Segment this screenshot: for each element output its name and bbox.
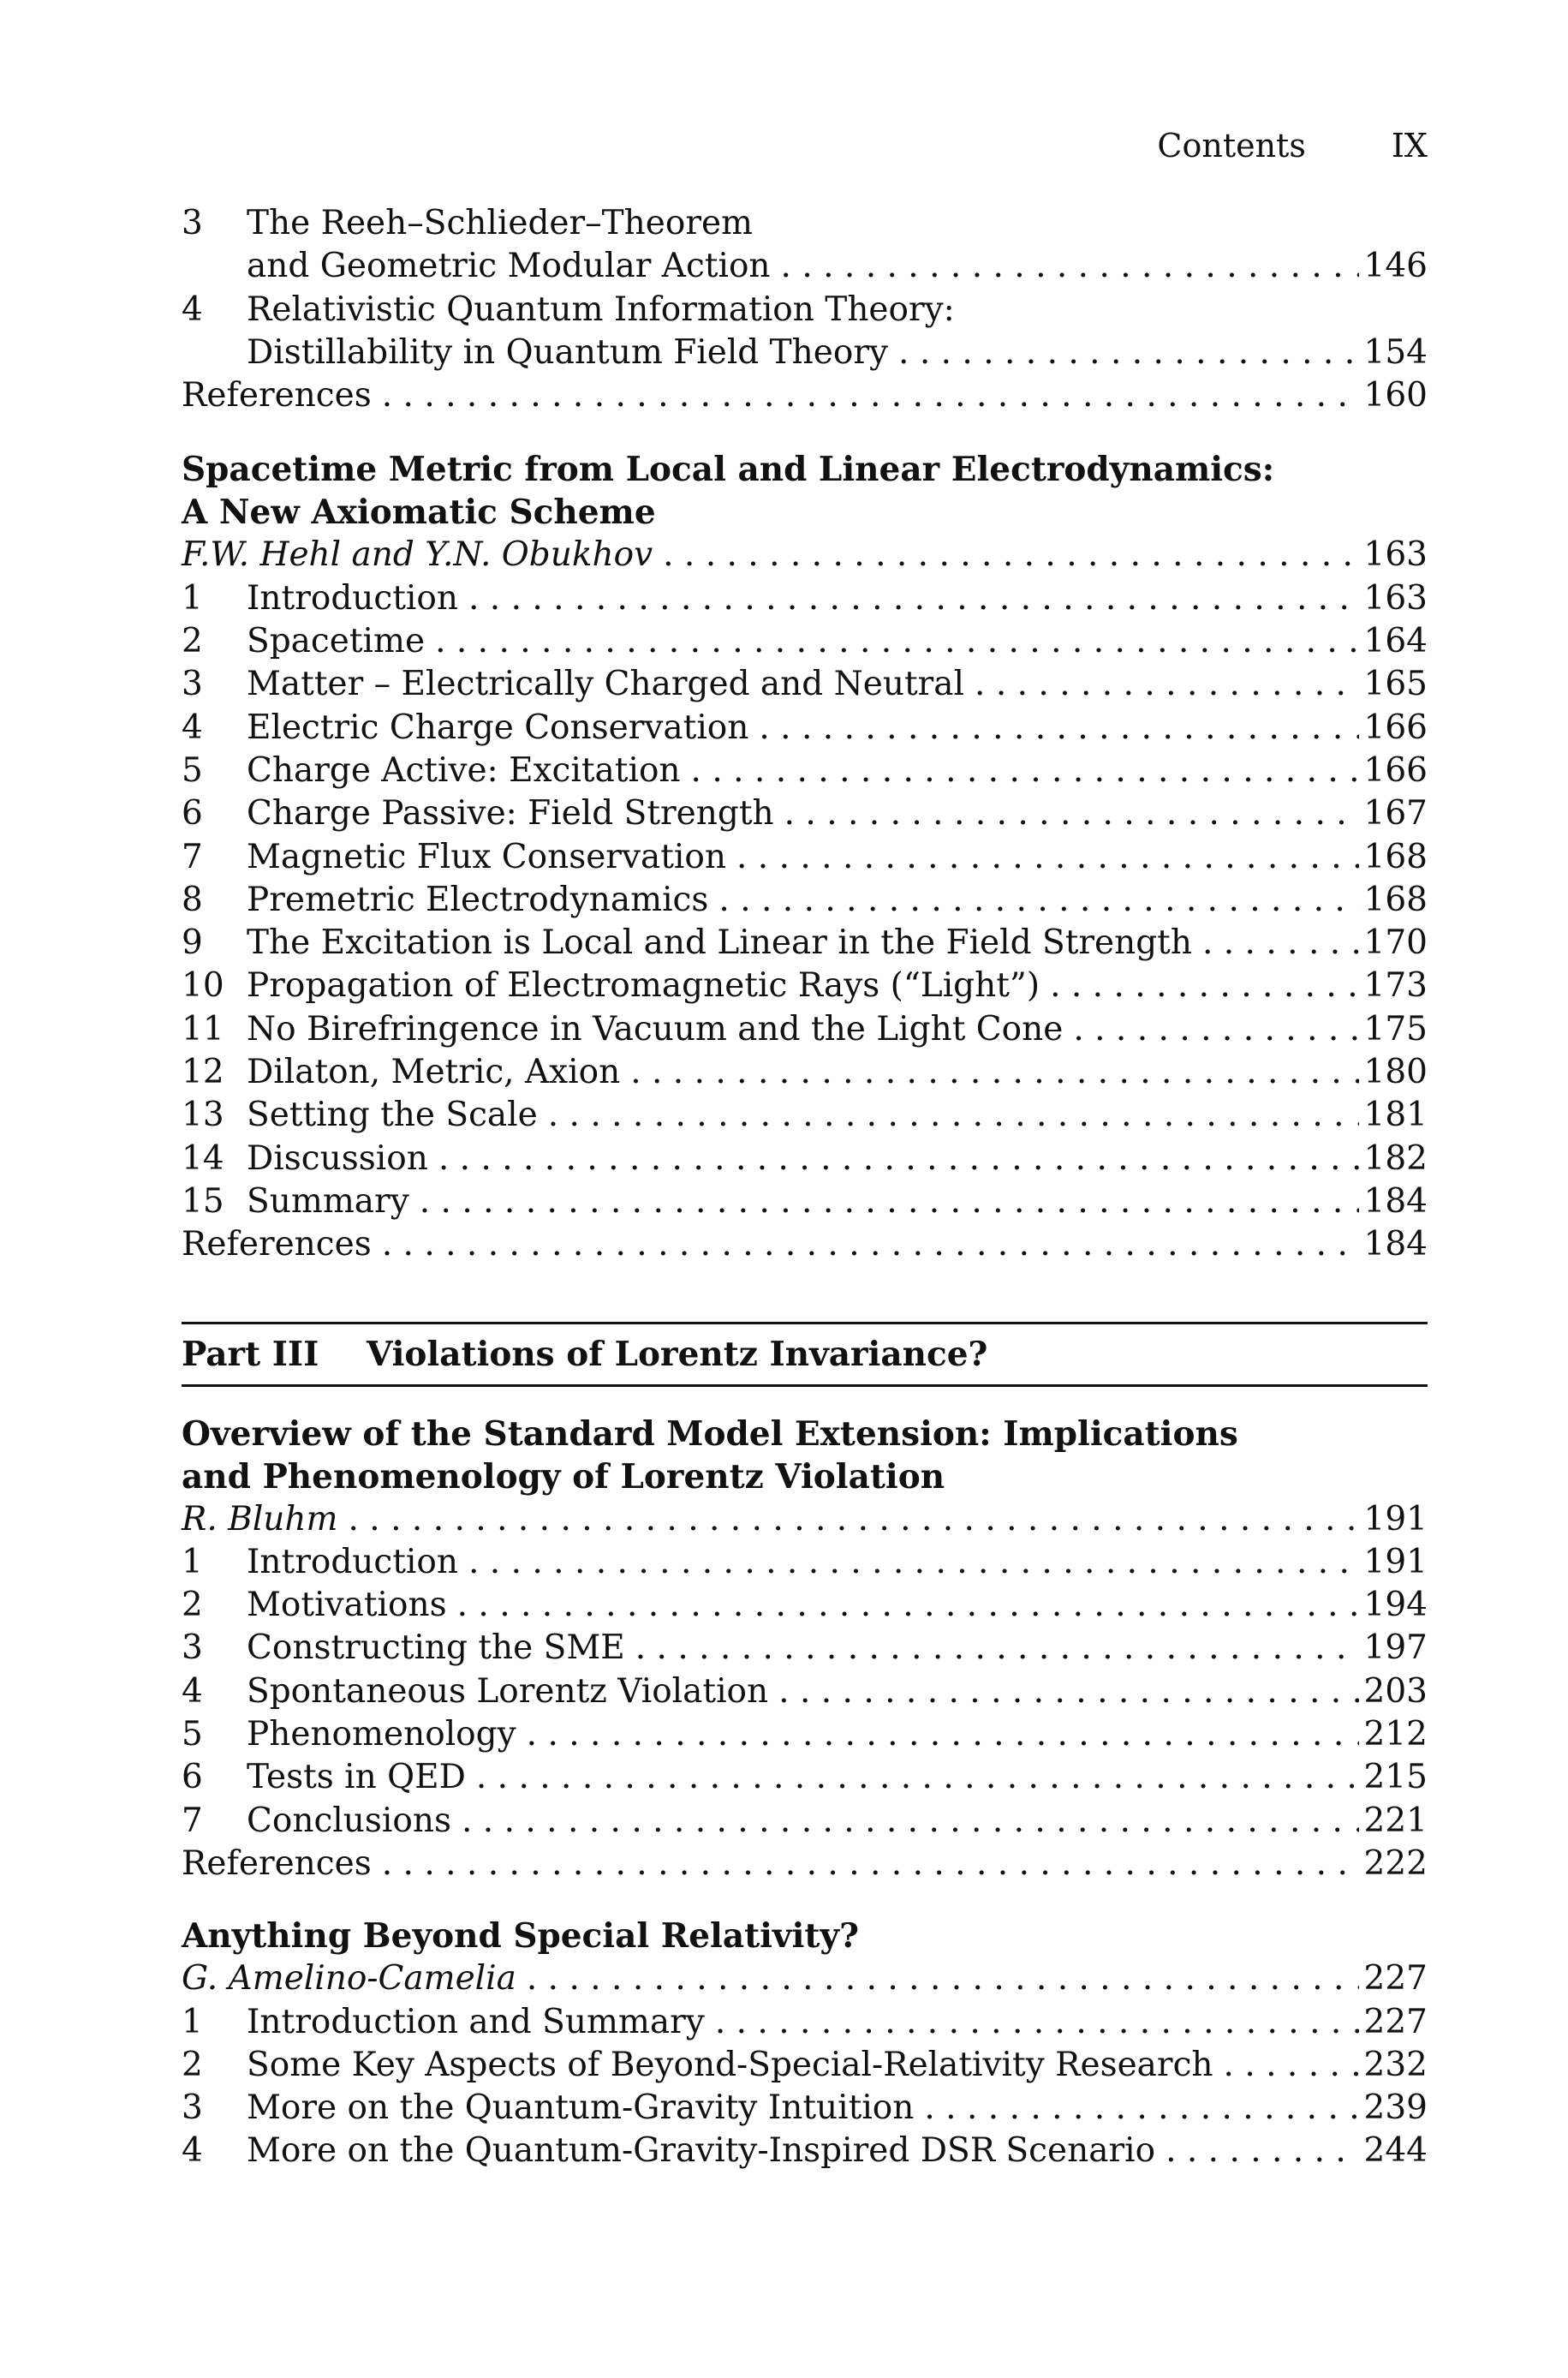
toc-entry[interactable] xyxy=(182,1541,1428,1584)
toc-entry[interactable] xyxy=(182,1713,1428,1756)
page-number: 215 xyxy=(1363,1758,1428,1797)
page-number: 191 xyxy=(1363,1542,1428,1581)
dot-leader xyxy=(1224,2044,1359,2087)
section-title: and Geometric Modular Action xyxy=(247,247,771,286)
part-title-row[interactable] xyxy=(182,1324,1428,1384)
toc-entry[interactable] xyxy=(182,245,1428,288)
page-number: 165 xyxy=(1363,665,1428,704)
section-number: 3 xyxy=(182,204,203,242)
page-number: 221 xyxy=(1363,1801,1428,1840)
page-number: 170 xyxy=(1363,923,1428,963)
dot-leader xyxy=(663,534,1358,577)
toc-entry[interactable] xyxy=(182,2001,1428,2044)
section-title: Propagation of Electromagnetic Rays (“Light”) xyxy=(247,966,1040,1006)
section-title: Constructing the SME xyxy=(247,1628,625,1668)
section-number: 3 xyxy=(182,2088,203,2128)
dot-leader xyxy=(468,577,1359,620)
running-head xyxy=(1157,125,1428,166)
page-number: 184 xyxy=(1363,1181,1428,1221)
toc-entry[interactable] xyxy=(182,2130,1428,2172)
dot-leader xyxy=(457,1584,1359,1627)
toc-entry[interactable] xyxy=(182,1051,1428,1094)
article-author-entry[interactable] xyxy=(182,1957,1428,2000)
section-number: 10 xyxy=(182,966,224,1006)
toc-entry[interactable] xyxy=(182,202,1428,245)
dot-leader xyxy=(420,1180,1359,1223)
toc-entry[interactable] xyxy=(182,1180,1428,1223)
section-title: Charge Passive: Field Strength xyxy=(247,794,774,833)
dot-leader xyxy=(548,1094,1359,1137)
section-title: Introduction xyxy=(247,578,458,618)
section-number: 1 xyxy=(182,2002,203,2041)
dot-leader xyxy=(1202,922,1359,965)
page-number: 232 xyxy=(1363,2045,1428,2084)
dot-leader xyxy=(778,1670,1358,1713)
section-title: Electric Charge Conservation xyxy=(247,708,749,747)
dot-leader xyxy=(975,663,1359,706)
page-number: 239 xyxy=(1363,2088,1428,2128)
article-author: G. Amelino-Camelia xyxy=(182,1959,516,1999)
section-title: Conclusions xyxy=(247,1801,451,1840)
dot-leader xyxy=(438,1138,1359,1180)
toc-entry[interactable] xyxy=(182,1584,1428,1627)
section-number: 3 xyxy=(182,1628,203,1668)
running-head-page-number: IX xyxy=(1391,127,1428,164)
toc-entry[interactable] xyxy=(182,1670,1428,1713)
page-number: 168 xyxy=(1363,880,1428,919)
article-author: R. Bluhm xyxy=(182,1499,338,1539)
toc-entry[interactable] xyxy=(182,750,1428,792)
toc-entry[interactable] xyxy=(182,1138,1428,1180)
toc-entry-references[interactable] xyxy=(182,1843,1428,1885)
page-number: 197 xyxy=(1363,1628,1428,1668)
section-number: 4 xyxy=(182,708,203,747)
section-number: 15 xyxy=(182,1181,224,1221)
article-author-entry[interactable] xyxy=(182,534,1428,577)
toc-entry[interactable] xyxy=(182,1756,1428,1799)
toc-entry-references[interactable] xyxy=(182,1223,1428,1266)
page-number: 168 xyxy=(1363,837,1428,876)
section-title: Tests in QED xyxy=(247,1758,466,1797)
section-title: Matter – Electrically Charged and Neutral xyxy=(247,665,965,704)
page-number: 181 xyxy=(1363,1096,1428,1135)
article-author-entry[interactable] xyxy=(182,1498,1428,1541)
dot-leader xyxy=(718,879,1358,922)
section-number: 2 xyxy=(182,622,203,661)
section-title: Spacetime xyxy=(247,622,426,661)
section-number: 5 xyxy=(182,750,203,790)
dot-leader xyxy=(468,1541,1359,1584)
toc-entry[interactable] xyxy=(182,879,1428,922)
section-title: Discussion xyxy=(247,1138,428,1178)
section-title: Motivations xyxy=(247,1586,447,1625)
page-number: 173 xyxy=(1363,966,1428,1006)
dot-leader xyxy=(759,707,1358,750)
section-title: Introduction xyxy=(247,1542,458,1581)
dot-leader xyxy=(1073,1008,1358,1051)
section-number: 5 xyxy=(182,1715,203,1754)
toc-entry[interactable] xyxy=(182,922,1428,965)
dot-leader xyxy=(527,1957,1359,2000)
page-number: 194 xyxy=(1363,1586,1428,1625)
article-title[interactable]: Anything Beyond Special Relativity? xyxy=(182,1916,859,1957)
section-title: Some Key Aspects of Beyond-Special-Relativity Research xyxy=(247,2045,1213,2084)
toc-entry[interactable] xyxy=(182,1094,1428,1137)
section-title: Premetric Electrodynamics xyxy=(247,880,709,919)
page-number: 184 xyxy=(1363,1225,1428,1264)
toc-entry[interactable] xyxy=(182,1008,1428,1051)
section-list xyxy=(182,577,1428,1267)
section-title: More on the Quantum-Gravity-Inspired DSR Scenario xyxy=(247,2131,1156,2171)
section-title: Distillability in Quantum Field Theory xyxy=(247,332,889,372)
section-title: Introduction and Summary xyxy=(247,2002,705,2041)
dot-leader xyxy=(635,1627,1359,1670)
dot-leader xyxy=(527,1713,1359,1756)
toc-entry[interactable] xyxy=(182,289,1428,332)
toc-entry[interactable] xyxy=(182,332,1428,374)
page-number: 244 xyxy=(1363,2131,1428,2171)
page-number: 164 xyxy=(1363,622,1428,661)
page-number: 175 xyxy=(1363,1009,1428,1049)
section-number: 7 xyxy=(182,1801,203,1840)
dot-leader xyxy=(630,1051,1358,1094)
section-number: 12 xyxy=(182,1053,224,1092)
page-number: 222 xyxy=(1363,1843,1428,1883)
dot-leader xyxy=(382,374,1359,417)
toc-entry[interactable] xyxy=(182,620,1428,663)
dot-leader xyxy=(715,2001,1359,2044)
toc-entry[interactable] xyxy=(182,707,1428,750)
part-heading xyxy=(182,1322,1428,1387)
section-title: Phenomenology xyxy=(247,1715,516,1754)
section-title: Summary xyxy=(247,1181,409,1221)
dot-leader xyxy=(476,1756,1359,1799)
section-title: References xyxy=(182,1225,372,1264)
dot-leader xyxy=(462,1800,1359,1843)
toc-entry[interactable] xyxy=(182,2087,1428,2130)
dot-leader xyxy=(1050,965,1358,1007)
running-head-title: Contents xyxy=(1157,127,1306,164)
section-number: 11 xyxy=(182,1009,224,1049)
section-title: References xyxy=(182,1843,372,1883)
section-number: 8 xyxy=(182,880,203,919)
toc-entry[interactable] xyxy=(182,965,1428,1007)
page-number: 146 xyxy=(1363,247,1428,286)
dot-leader xyxy=(924,2087,1358,2130)
page-number: 180 xyxy=(1363,1053,1428,1092)
toc-entry[interactable] xyxy=(182,836,1428,879)
page-number: 163 xyxy=(1363,535,1428,575)
section-list xyxy=(182,1541,1428,1885)
section-number: 14 xyxy=(182,1138,224,1178)
section-title: The Reeh–Schlieder–Theorem xyxy=(247,204,754,242)
table-of-contents xyxy=(182,202,1428,2173)
dot-leader xyxy=(691,750,1359,792)
section-number: 9 xyxy=(182,923,203,963)
page-number: 160 xyxy=(1363,376,1428,415)
dot-leader xyxy=(784,792,1359,835)
page-number: 212 xyxy=(1363,1715,1428,1754)
section-number: 1 xyxy=(182,1542,203,1581)
section-title: Setting the Scale xyxy=(247,1096,538,1135)
page-number: 154 xyxy=(1363,332,1428,372)
section-number: 2 xyxy=(182,2045,203,2084)
dot-leader xyxy=(1166,2130,1358,2172)
part-label: Part III xyxy=(182,1334,319,1374)
section-number: 6 xyxy=(182,794,203,833)
section-title: Charge Active: Excitation xyxy=(247,750,681,790)
section-number: 4 xyxy=(182,2131,203,2171)
section-title: Relativistic Quantum Information Theory: xyxy=(247,290,955,329)
article-title[interactable]: Spacetime Metric from Local and Linear Electrodynamics: A New Axiomatic Scheme xyxy=(182,450,1275,533)
section-title: Dilaton, Metric, Axion xyxy=(247,1053,621,1092)
section-number: 7 xyxy=(182,837,203,876)
section-number: 2 xyxy=(182,1586,203,1625)
article-title[interactable]: Overview of the Standard Model Extension: Implications and Phenomenology of Lorentz Violation xyxy=(182,1413,1238,1497)
page-number: 191 xyxy=(1363,1499,1428,1539)
section-title: Spontaneous Lorentz Violation xyxy=(247,1671,769,1711)
section-number: 13 xyxy=(182,1096,224,1135)
section-number: 6 xyxy=(182,1758,203,1797)
page-number: 227 xyxy=(1363,2002,1428,2041)
toc-entry-references[interactable] xyxy=(182,374,1428,417)
section-number: 4 xyxy=(182,290,203,329)
toc-entry[interactable] xyxy=(182,1800,1428,1843)
toc-entry[interactable] xyxy=(182,1627,1428,1670)
toc-entry[interactable] xyxy=(182,792,1428,835)
dot-leader xyxy=(898,332,1359,374)
dot-leader xyxy=(382,1843,1359,1885)
dot-leader xyxy=(349,1498,1359,1541)
dot-leader xyxy=(382,1223,1359,1266)
page-number: 227 xyxy=(1363,1959,1428,1999)
section-list xyxy=(182,2001,1428,2173)
section-title: Magnetic Flux Conservation xyxy=(247,837,726,876)
section-title: The Excitation is Local and Linear in the Field Strength xyxy=(247,923,1192,963)
section-number: 3 xyxy=(182,665,203,704)
section-title: References xyxy=(182,376,372,415)
dot-leader xyxy=(736,836,1359,879)
toc-entry[interactable] xyxy=(182,663,1428,706)
page-number: 203 xyxy=(1363,1671,1428,1711)
page-number: 163 xyxy=(1363,578,1428,618)
dot-leader xyxy=(435,620,1358,663)
section-title: No Birefringence in Vacuum and the Light Cone xyxy=(247,1009,1064,1049)
toc-entry[interactable] xyxy=(182,577,1428,620)
page-number: 167 xyxy=(1363,794,1428,833)
page-number: 182 xyxy=(1363,1138,1428,1178)
page-number: 166 xyxy=(1363,708,1428,747)
article-author: F.W. Hehl and Y.N. Obukhov xyxy=(182,535,653,575)
section-number: 1 xyxy=(182,578,203,618)
part-title: Violations of Lorentz Invariance? xyxy=(367,1334,988,1374)
section-number: 4 xyxy=(182,1671,203,1711)
page-number: 166 xyxy=(1363,750,1428,790)
toc-entry[interactable] xyxy=(182,2044,1428,2087)
section-title: More on the Quantum-Gravity Intuition xyxy=(247,2088,915,2128)
dot-leader xyxy=(781,245,1359,288)
